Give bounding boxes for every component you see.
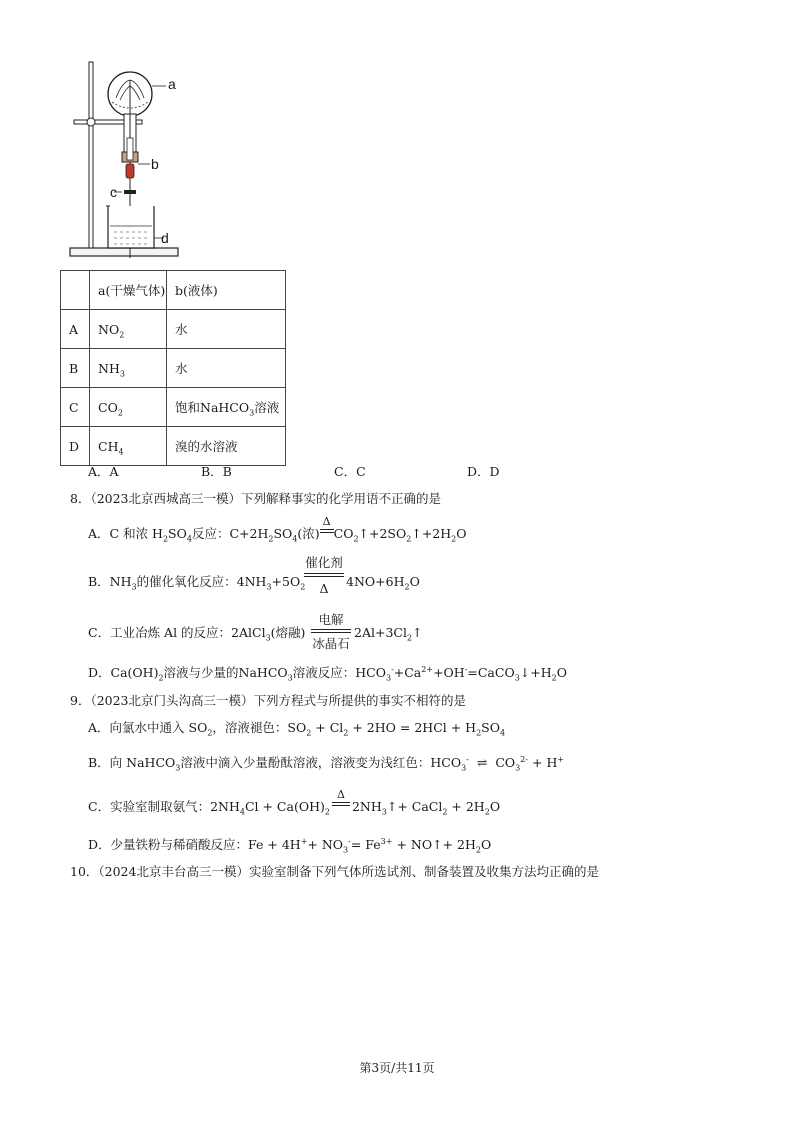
q9-stem: 9．（2023北京门头沟高三一模）下列方程式与所提供的事实不相符的是 <box>70 693 467 708</box>
q8-option-d: D．$Ca(OH)_2$溶液与少量的NaHCO$_3$溶液反应：$HCO_3^-+Ca^{2+}+OH^-=CaCO_3↓+H_2O$ <box>88 664 567 683</box>
row-gas: $CO_2$ <box>90 388 167 427</box>
row-liquid: 溴的水溶液 <box>167 427 286 466</box>
row-letter: D <box>61 427 90 466</box>
page-number: 第3页/共11页 <box>359 1061 435 1075</box>
label-d: d <box>161 230 169 246</box>
q8c-condition: 电解 冰晶石 <box>312 612 350 651</box>
row-letter: A <box>61 310 90 349</box>
q9-option-c: C．实验室制取氨气：$2NH_4Cl + Ca(OH)_2$ Δ $2NH_3↑+$ CaCl$_2$ + $2H_2O$ <box>88 788 501 817</box>
q8-option-a: A．C 和浓 $H_2SO_4$反应：$C+2H_2SO_4$(浓) Δ $CO_2↑+2SO_2↑+2H_2O$ <box>88 515 467 544</box>
header-blank <box>61 271 90 310</box>
row-gas: $NH_3$ <box>90 349 167 388</box>
header-liquid: b(液体) <box>167 271 286 310</box>
q7-choice-b: B．B <box>201 464 232 479</box>
row-gas: $CH_4$ <box>90 427 167 466</box>
header-gas: a(干燥气体) <box>90 271 167 310</box>
table-header-row <box>61 271 286 310</box>
label-a: a <box>168 76 176 92</box>
q9-option-d: D．少量铁粉与稀硝酸反应：$Fe + 4H^++ NO_3^-= Fe^{3+}$ + NO↑+ $2H_2O$ <box>88 836 492 855</box>
q8-option-c: C．工业冶炼 Al 的反应：2AlCl$_3$(熔融) <box>88 625 306 643</box>
row-liquid: 饱和NaHCO$_3$溶液 <box>167 388 286 427</box>
stand-base <box>70 248 178 256</box>
table-row <box>61 388 286 427</box>
q8b-condition: 催化剂 Δ <box>305 555 343 596</box>
q8c-right: $2Al+3Cl_2↑$ <box>354 625 423 643</box>
table-row <box>61 427 286 466</box>
options-table <box>60 270 286 466</box>
stand-rod <box>89 62 93 248</box>
table-row <box>61 349 286 388</box>
q9-option-b: B．向 NaHCO$_3$溶液中滴入少量酚酞溶液，溶液变为浅红色：$HCO_3^-$ ⇌ $CO_3^{2-} + H^+$ <box>88 754 565 773</box>
q7-choice-d: D．D <box>467 464 500 479</box>
beaker-d <box>108 206 154 248</box>
q8b-right: $4NO+6H_2O$ <box>346 574 420 592</box>
row-liquid: 水 <box>167 310 286 349</box>
row-liquid: 水 <box>167 349 286 388</box>
label-b: b <box>151 156 159 172</box>
row-letter: C <box>61 388 90 427</box>
row-letter: B <box>61 349 90 388</box>
row-gas: $NO_2$ <box>90 310 167 349</box>
clip-c <box>124 190 136 194</box>
q7-choice-a: A．A <box>88 464 119 479</box>
q8-option-b: B．$NH_3$的催化氧化反应：$4NH_3+5O_2$ <box>88 574 306 592</box>
q8-stem: 8．（2023北京西城高三一模）下列解释事实的化学用语不正确的是 <box>70 491 442 506</box>
dropper-b <box>127 138 133 160</box>
table-row <box>61 310 286 349</box>
equilibrium-arrow-icon: ⇌ <box>476 755 488 770</box>
q9-option-a: A．向氯水中通入 $SO_2$，溶液褪色：$SO_2 + Cl_2 + 2HO = 2HCl + H_2SO_4$ <box>88 720 506 738</box>
label-c: c <box>110 184 117 200</box>
clamp-knob <box>87 118 95 126</box>
q7-choice-c: C．C <box>334 464 366 479</box>
q10-stem: 10．（2024北京丰台高三一模）实验室制备下列气体所选试剂、制备装置及收集方法均正确的是 <box>70 864 599 879</box>
